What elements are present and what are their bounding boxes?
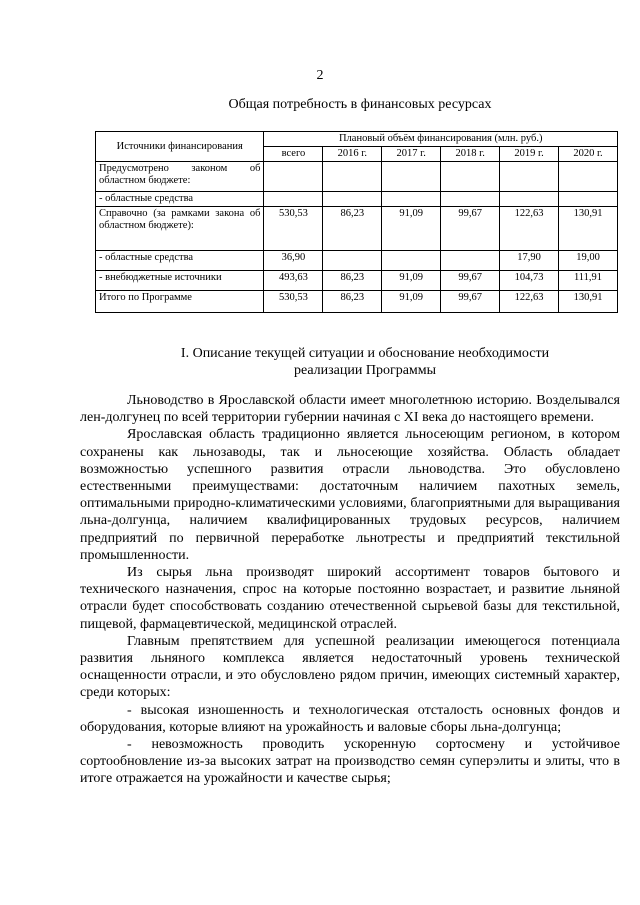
paragraph: Главным препятствием для успешной реализации имеющегося потенциала развития льняного комплекса является недостаточный уровень технической оснащенности отрасли, и это обусловлено рядом причин, имеющих системный характер, среди которых: — [80, 633, 620, 701]
table-cell — [559, 162, 618, 192]
row-label: Предусмотрено законом об областном бюджете: — [96, 162, 264, 192]
section-heading — [110, 345, 620, 379]
table-cell — [382, 192, 441, 207]
table-cell: 86,23 — [323, 271, 382, 291]
table-cell: 19,00 — [559, 251, 618, 271]
table-cell — [441, 162, 500, 192]
table-row — [96, 162, 618, 192]
table-cell — [264, 192, 323, 207]
table-cell: 99,67 — [441, 271, 500, 291]
table-cell — [323, 251, 382, 271]
column-header: 2017 г. — [382, 147, 441, 162]
table-cell — [264, 162, 323, 192]
table-cell: 530,53 — [264, 207, 323, 251]
paragraph: Ярославская область традиционно является льносеющим регионом, в котором сохранены как льнозаводы, так и льносеющие хозяйства. Область обладает возможностью успешного развития отрасли льноводства. Это обусловлено естественными преимуществами: достаточным наличием пахотных земель, оптимальными природно-климатическими условиями, благоприятными для выращивания льна-долгунца, наличием квалифицированных трудовых ресурсов, наличием предприятий по первичной переработке льнотресты и предприятий текстильной промышленности. — [80, 427, 620, 563]
page-number: 2 — [316, 68, 324, 83]
table-cell — [441, 192, 500, 207]
table-row — [96, 251, 618, 271]
table-row — [96, 271, 618, 291]
table-cell — [323, 162, 382, 192]
table-cell: 91,09 — [382, 271, 441, 291]
table-cell: 130,91 — [559, 291, 618, 313]
table-cell: 130,91 — [559, 207, 618, 251]
table-cell: 99,67 — [441, 207, 500, 251]
table-cell — [323, 192, 382, 207]
section-heading-line: I. Описание текущей ситуации и обоснование необходимости — [180, 346, 550, 361]
row-label: - внебюджетные источники — [96, 271, 264, 291]
table-cell — [441, 251, 500, 271]
table-cell: 86,23 — [323, 291, 382, 313]
header-planned: Плановый объём финансирования (млн. руб.) — [264, 132, 618, 147]
body-text — [80, 392, 620, 788]
table-row — [96, 207, 618, 251]
header-source: Источники финансирования — [96, 132, 264, 162]
section-heading-line: реализации Программы — [293, 363, 437, 378]
paragraph: Из сырья льна производят широкий ассортимент товаров бытового и технического назначения, спрос на которые постоянно возрастает, и развитие льняной отрасли будет способствовать созданию отечественной сырьевой базы для текстильной, пищевой, фармацевтической, медицинской отраслей. — [80, 565, 620, 632]
table-cell — [382, 251, 441, 271]
row-label: - областные средства — [96, 192, 264, 207]
column-header: всего — [264, 147, 323, 162]
table-cell — [382, 162, 441, 192]
table-cell: 122,63 — [500, 291, 559, 313]
table-cell: 530,53 — [264, 291, 323, 313]
column-header: 2020 г. — [559, 147, 618, 162]
row-label: Справочно (за рамками закона об областном бюджете): — [96, 207, 264, 251]
column-header: 2018 г. — [441, 147, 500, 162]
table-cell: 36,90 — [264, 251, 323, 271]
table-cell: 91,09 — [382, 207, 441, 251]
table-cell: 91,09 — [382, 291, 441, 313]
table-cell: 122,63 — [500, 207, 559, 251]
table-cell: 17,90 — [500, 251, 559, 271]
table-row — [96, 291, 618, 313]
table-cell — [500, 192, 559, 207]
table-cell: 99,67 — [441, 291, 500, 313]
table-cell: 86,23 — [323, 207, 382, 251]
column-header: 2016 г. — [323, 147, 382, 162]
row-label: Итого по Программе — [96, 291, 264, 313]
table-title: Общая потребность в финансовых ресурсах — [228, 97, 492, 112]
paragraph: - невозможность проводить ускоренную сортосмену и устойчивое сортообновление из-за высоких затрат на производство семян суперэлиты и элиты, что в итоге отражается на урожайности и качестве сырья; — [80, 737, 620, 787]
table-cell: 493,63 — [264, 271, 323, 291]
financing-table — [95, 131, 618, 313]
paragraph: Льноводство в Ярославской области имеет многолетнюю историю. Возделывался лен-долгунец по всей территории губернии начиная с XI века до настоящего времени. — [80, 393, 620, 426]
table-cell: 111,91 — [559, 271, 618, 291]
table-row — [96, 192, 618, 207]
table-cell — [559, 192, 618, 207]
table-cell — [500, 162, 559, 192]
column-header: 2019 г. — [500, 147, 559, 162]
row-label: - областные средства — [96, 251, 264, 271]
paragraph: - высокая изношенность и технологическая отсталость основных фондов и оборудования, которые влияют на урожайность и валовые сборы льна-долгунца; — [80, 702, 620, 735]
table-cell: 104,73 — [500, 271, 559, 291]
